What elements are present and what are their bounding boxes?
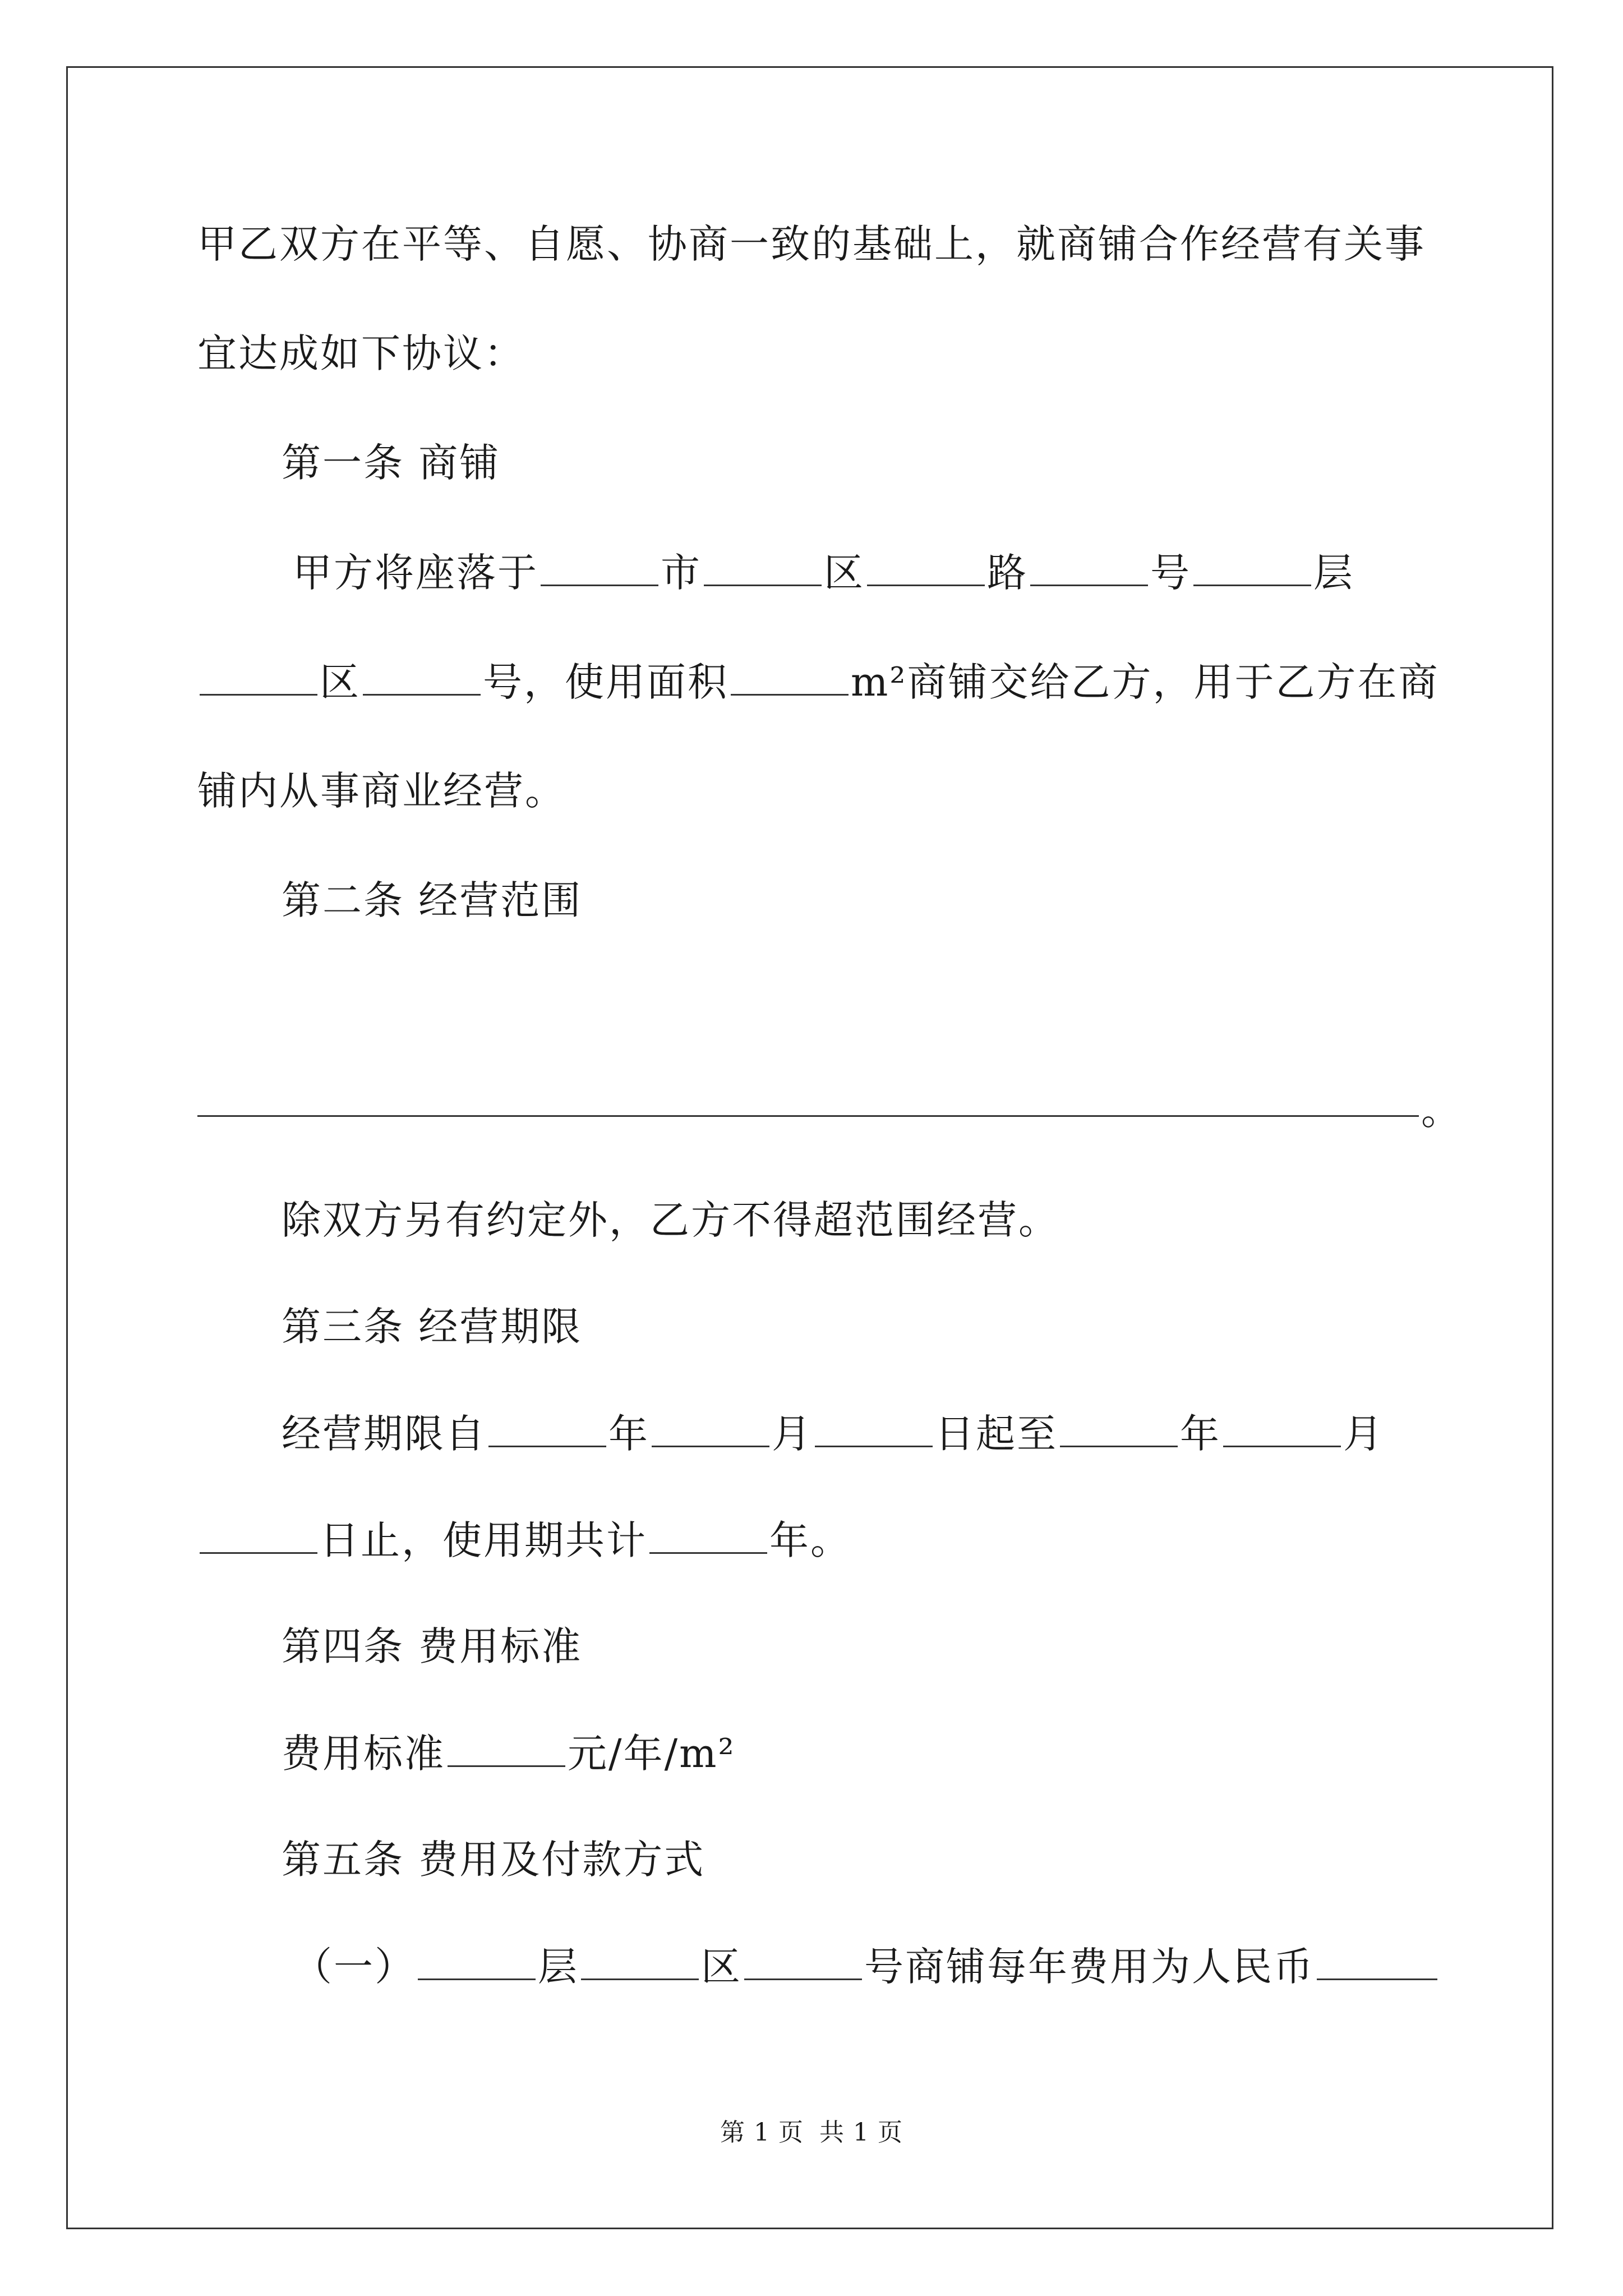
text-segment: 区 (824, 550, 865, 596)
text-segment: 号 (1150, 550, 1191, 596)
article-2-title: 第二条 经营范围 (282, 877, 583, 923)
blank-start-day[interactable] (815, 1411, 933, 1447)
blank-fee-floor[interactable] (418, 1944, 536, 1980)
blank-end-day[interactable] (200, 1517, 317, 1554)
text-segment: 年。 (769, 1517, 851, 1563)
page-border (66, 66, 1553, 2229)
article-1-title: 第一条 商铺 (282, 440, 501, 486)
article-2-note: 除双方另有约定外，乙方不得超范围经营。 (282, 1197, 1059, 1243)
article-4-line-1 (282, 1731, 736, 1776)
text-segment: 经营期限自 (282, 1411, 486, 1457)
text-segment: 层 (1313, 550, 1354, 596)
text-segment: 号，使用面积 (483, 659, 728, 705)
text-segment: （一） (293, 1944, 416, 1990)
text-segment: 日起至 (935, 1411, 1058, 1457)
article-1-line-2 (197, 659, 1439, 705)
text-segment: 层 (538, 1944, 579, 1990)
text-segment: 日止，使用期共计 (320, 1517, 647, 1563)
text-segment: 年 (608, 1411, 649, 1457)
text-segment: 区 (701, 1944, 742, 1990)
blank-end-year[interactable] (1060, 1411, 1178, 1447)
blank-fee-rate[interactable] (448, 1731, 565, 1767)
article-5-line-1 (293, 1944, 1440, 1989)
blank-end-month[interactable] (1223, 1411, 1341, 1447)
blank-district[interactable] (704, 550, 822, 586)
page-number: 第 1 页 (720, 2118, 804, 2147)
blank-shop-number[interactable] (363, 659, 481, 696)
text-segment: 甲方将座落于 (293, 550, 538, 596)
intro-line-1: 甲乙双方在平等、自愿、协商一致的基础上，就商铺合作经营有关事 (197, 221, 1426, 267)
blank-area-zone[interactable] (200, 659, 317, 696)
text-segment: 号商铺每年费用为人民币 (864, 1944, 1315, 1990)
blank-fee-zone[interactable] (581, 1944, 699, 1980)
text-segment: 元/年/m² (568, 1731, 736, 1777)
text-segment: 区 (320, 659, 361, 705)
blank-start-year[interactable] (488, 1411, 606, 1447)
text-segment: 月 (772, 1411, 813, 1457)
blank-annual-fee[interactable] (1317, 1944, 1437, 1980)
article-3-line-2 (197, 1517, 851, 1563)
article-5-title: 第五条 费用及付款方式 (282, 1837, 706, 1883)
article-1-line-3: 铺内从事商业经营。 (197, 768, 566, 814)
text-segment: 市 (661, 550, 702, 596)
blank-start-month[interactable] (652, 1411, 769, 1447)
article-4-title: 第四条 费用标准 (282, 1623, 583, 1669)
page-footer (0, 2116, 1623, 2150)
article-1-line-1 (293, 550, 1354, 595)
blank-number[interactable] (1030, 550, 1148, 586)
blank-city[interactable] (541, 550, 658, 586)
article-3-line-1 (282, 1411, 1384, 1456)
page-total: 共 1 页 (819, 2118, 903, 2147)
blank-business-scope[interactable] (197, 1115, 1419, 1117)
blank-road[interactable] (867, 550, 985, 586)
blank-total-years[interactable] (649, 1517, 767, 1554)
text-segment: 年 (1180, 1411, 1221, 1457)
period-mark: 。 (1421, 1088, 1460, 1134)
intro-line-2: 宜达成如下协议： (197, 330, 525, 376)
article-3-title: 第三条 经营期限 (282, 1304, 583, 1350)
text-segment: 路 (987, 550, 1028, 596)
text-segment: 费用标准 (282, 1731, 445, 1777)
text-segment: 月 (1343, 1411, 1384, 1457)
blank-floor[interactable] (1193, 550, 1311, 586)
text-segment: m²商铺交给乙方，用于乙方在商 (851, 659, 1440, 705)
blank-usable-area[interactable] (731, 659, 849, 696)
blank-fee-number[interactable] (744, 1944, 862, 1980)
